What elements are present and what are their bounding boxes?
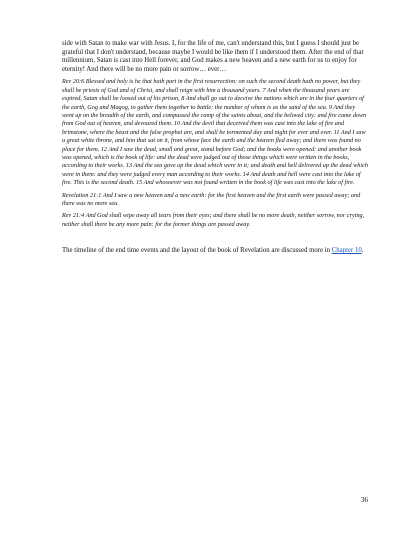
intro-paragraph: side with Satan to make war with Jesus. I, for the life of me, can't understand this, but I guess I should just be grateful that I don't understand, because maybe I would be like them if I understood them. After the end of that millennium, Satan is cast into Hell forever, and God makes a new heaven and a new earth for us to enjoy for eternity! And there will be no more pain or sorrow… ever…: [62, 40, 364, 73]
document-body: [62, 40, 368, 256]
scripture-quote-rev-21-1: Revelation 21:1 And I saw a new heaven and a new earth: for the first heaven and the first earth were passed away; and there was no more sea.: [62, 191, 361, 208]
chapter-10-link[interactable]: Chapter 10: [331, 247, 362, 255]
closing-text: The timeline of the end time events and the layout of the book of Revelation are discussed more in: [62, 247, 332, 255]
scripture-quote-rev-21-4: Rev 21:4 And God shall wipe away all tears from their eyes; and there shall be no more death, neither sorrow, nor crying, neither shall there be any more pain: for the former things are passed away.: [62, 212, 365, 228]
closing-suffix: .: [361, 247, 364, 255]
page-number: 36: [361, 496, 368, 504]
closing-paragraph: [62, 247, 368, 256]
scripture-quote-rev-20: Rev 20:6 Blessed and holy is he that hath part in the first resurrection: on such the second death hath no power, but they shall be priests of God and of Christ, and shall reign with him a thousand years. 7 And when the thousand years are expired, Satan shall be loosed out of his prison, 8 And shall go out to deceive the nations which are in the four quarters of the earth, Gog and Magog, to gather them together to battle: the number of whom is as the sand of the sea. 9 And they went up on the breadth of the earth, and compassed the camp of the saints about, and the beloved city: and fire came down from God out of heaven, and devoured them. 10 And the devil that deceived them was cast into the lake of fire and brimstone, where the beast and the false prophet are, and shall be tormented day and night for ever and ever. 11 And I saw a great white throne, and him that sat on it, from whose face the earth and the heaven fled away; and there was found no place for them. 12 And I saw the dead, small and great, stand before God; and the books were opened: and another book was opened, which is the book of life: and the dead were judged out of those things which were written in the books, according to their works. 13 And the sea gave up the dead which were in it; and death and hell delivered up the dead which were in them: and they were judged every man according to their works. 14 And death and hell were cast into the lake of fire. This is the second death. 15 And whosoever was not found written in the book of life was cast into the lake of fire.: [62, 78, 368, 187]
